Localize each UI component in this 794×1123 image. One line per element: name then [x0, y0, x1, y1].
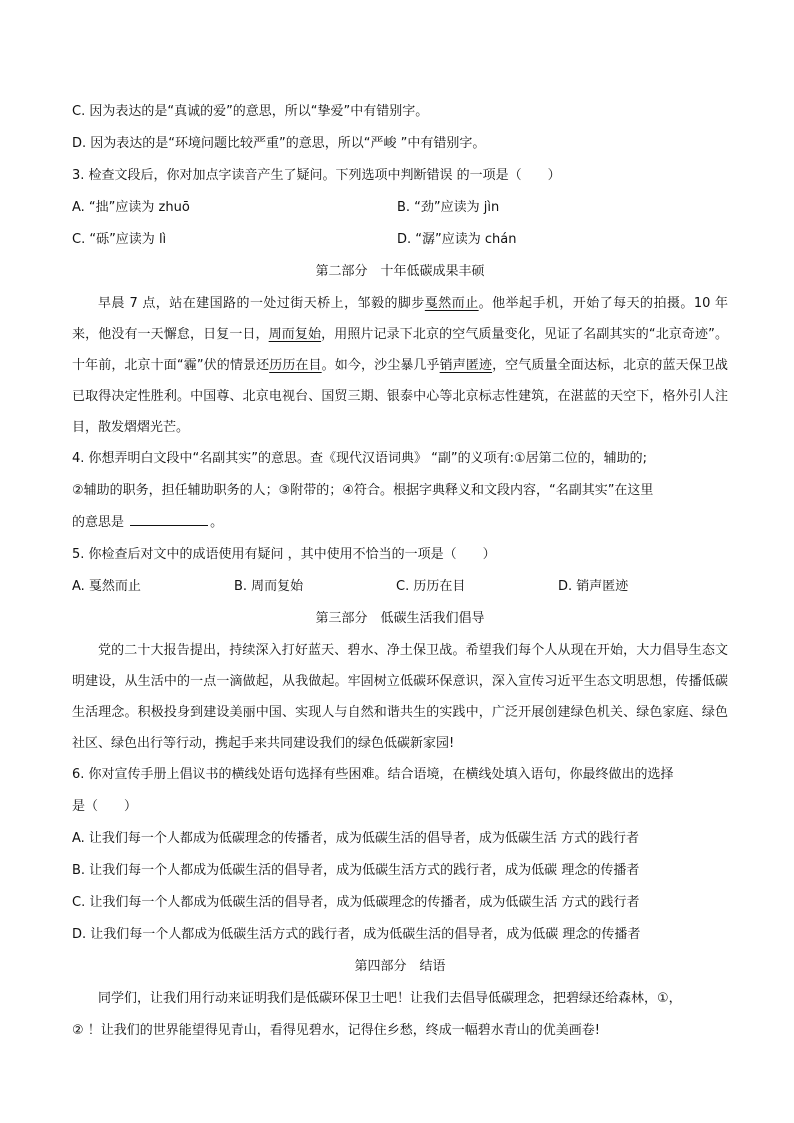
question-4-line-3: 的意思是 。: [72, 515, 224, 530]
idiom-lilizaimu: 历历在目: [269, 358, 322, 373]
part-2-paragraph: 早晨 7 点，站在建国路的一处过街天桥上，邹毅的脚步戛然而止。他举起手机，开始了每天的拍摄。10 年来，他没有一天懈怠，日复一日，周而复始，用照片记录下北京的空气质量变化，见证了名副其实的“北京奇迹”。十年前，北京十面“霾”伏的情景还历历在目。如今，沙尘暴几乎销声匿迹，空气质量全面达标，北京的蓝天保卫战已取得决定性胜利。中国尊、北京电视台、国贸三期、银泰中心等北京标志性建筑，在湛蓝的天空下，格外引人注目，散发熠熠光芒。: [72, 296, 728, 435]
q3-option-c: C. “砾”应读为 lì: [72, 232, 167, 247]
q6-option-c: C. 让我们每一个人都成为低碳生活的倡导者，成为低碳理念的传播者，成为低碳生活 方式的践行者: [72, 895, 640, 910]
question-3-options-row-1: [72, 192, 728, 224]
q3-option-d: D. “潺”应读为 chán: [397, 232, 517, 247]
part-4-line-1: 同学们，让我们用行动来证明我们是低碳环保卫士吧！让我们去倡导低碳理念，把碧绿还给森林，①，: [98, 991, 682, 1006]
question-3-stem: 3. 检查文段后，你对加点字读音产生了疑问。下列选项中判断错误 的一项是（ ）: [72, 168, 561, 183]
q6-option-a: A. 让我们每一个人都成为低碳理念的传播者，成为低碳生活的倡导者，成为低碳生活 方式的践行者: [72, 831, 640, 846]
part-4-title: 第四部分 结语: [354, 959, 446, 974]
idiom-zhouerfushi: 周而复始: [268, 327, 322, 342]
answer-blank[interactable]: [130, 513, 208, 526]
q3-option-b: B. “劲”应读为 jìn: [397, 200, 500, 215]
q5-option-a: A. 戛然而止: [72, 579, 141, 594]
q5-option-b: B. 周而复始: [234, 579, 304, 594]
q6-option-d: D. 让我们每一个人都成为低碳生活方式的践行者，成为低碳生活的倡导者，成为低碳 理念的传播者: [72, 927, 641, 942]
question-3-options-row-2: [72, 224, 728, 256]
part-4-line-2: ② ！让我们的世界能望得见青山，看得见碧水，记得住乡愁，终成一幅碧水青山的优美画卷!: [72, 1023, 600, 1038]
part-2-title: 第二部分 十年低碳成果丰硕: [315, 264, 485, 279]
q6-option-b: B. 让我们每一个人都成为低碳生活的倡导者，成为低碳生活方式的践行者，成为低碳 理念的传播者: [72, 863, 640, 878]
question-4-line-1: 4. 你想弄明白文段中“名副其实”的意思。查《现代汉语词典》 “副”的义项有:①居第二位的，辅助的;: [72, 451, 648, 466]
question-6-stem-1: 6. 你对宣传手册上倡议书的横线处语句选择有些困难。结合语境，在横线处填入语句，你最终做出的选择: [72, 767, 674, 782]
part-3-title: 第三部分 低碳生活我们倡导: [315, 611, 485, 626]
question-5-stem: 5. 你检查后对文中的成语使用有疑问 ，其中使用不恰当的一项是（ ）: [72, 547, 496, 562]
part-3-paragraph: 党的二十大报告提出，持续深入打好蓝天、碧水、净土保卫战。希望我们每个人从现在开始，大力倡导生态文明建设，从生活中的一点一滴做起，从我做起。牢固树立低碳环保意识，深入宣传习近平生态文明思想，传播低碳生活理念。积极投身到建设美丽中国、实现人与自然和谐共生的实践中，广泛开展创建绿色机关、绿色家庭、绿色社区、绿色出行等行动，携起手来共同建设我们的绿色低碳新家园!: [72, 643, 728, 751]
question-5-options: [72, 571, 728, 603]
q5-option-d: D. 销声匿迹: [558, 579, 629, 594]
question-6-stem-2: 是（ ）: [72, 799, 138, 814]
option-d-line: D. 因为表达的是“环境问题比较严重”的意思，所以“严峻 ”中有错别字。: [72, 136, 486, 151]
idiom-jiaranerzhi: 戛然而止: [424, 296, 479, 311]
question-4-line-2: ②辅助的职务，担任辅助职务的人；③附带的；④符合。根据字典释义和文段内容，“名副其实”在这里: [72, 483, 654, 498]
q5-option-c: C. 历历在目: [396, 579, 466, 594]
option-c-line: C. 因为表达的是“真诚的爱”的意思，所以“挚爱”中有错别字。: [72, 104, 429, 119]
q3-option-a: A. “拙”应读为 zhuō: [72, 200, 190, 215]
idiom-xiaoshengniji: 销声匿迹: [439, 358, 493, 373]
